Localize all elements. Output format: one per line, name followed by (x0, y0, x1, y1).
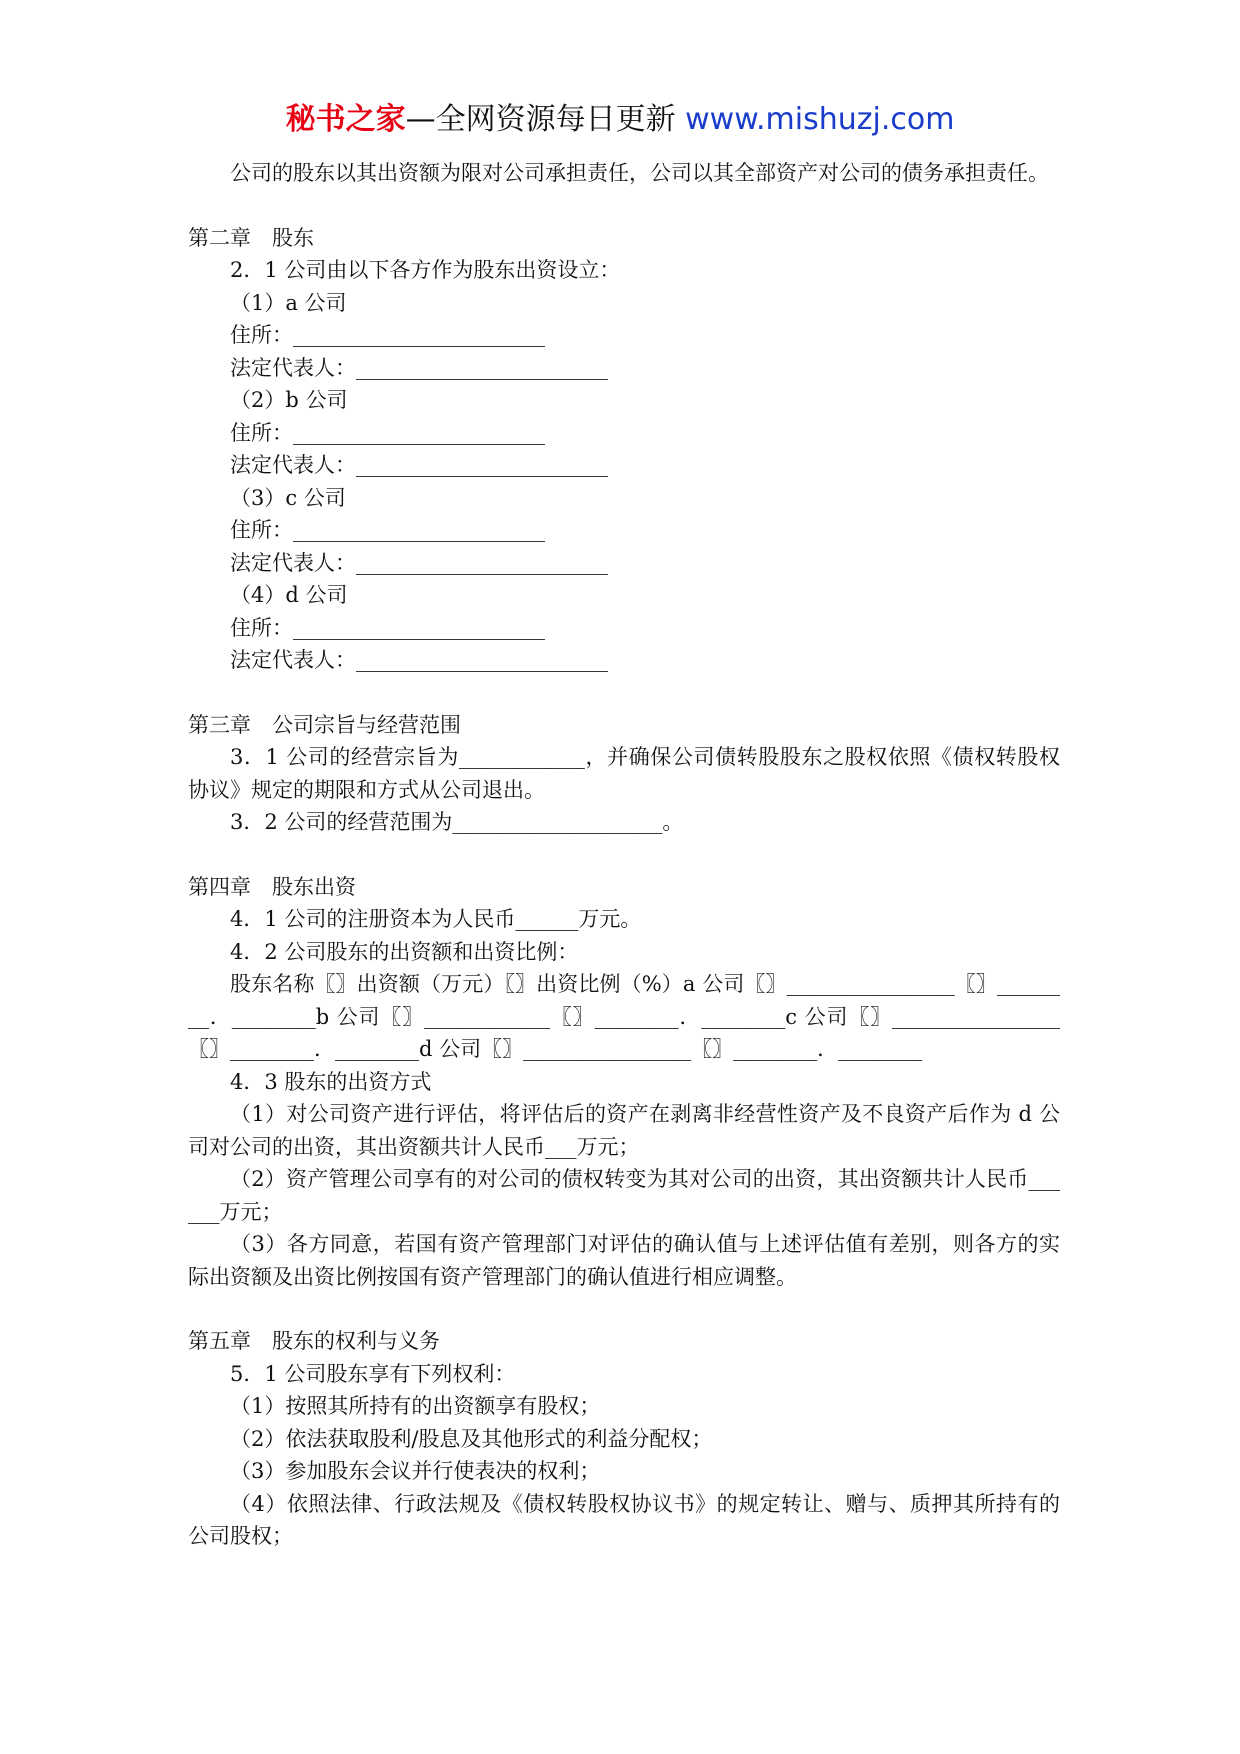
right-item-2: （2）依法获取股利/股息及其他形式的利益分配权； (230, 1426, 713, 1451)
chapter-4-title: 第四章 股东出资 (188, 874, 356, 899)
chapter-5-title: 第五章 股东的权利与义务 (188, 1329, 440, 1353)
party-b-address: 住所：________________________ (230, 420, 545, 445)
chapter-3-title: 第三章 公司宗旨与经营范围 (188, 712, 461, 737)
banner-brand: 秘书之家 (285, 102, 406, 137)
contribution-item-1: （1）对公司资产进行评估，将评估后的资产在剥离非经营性资产及不良资产后作为 d 公司对公司的出资，其出资额共计人民币___万元； (188, 1102, 1060, 1159)
contribution-item-3: （3）各方同意，若国有资产管理部门对评估的确认值与上述评估值有差别，则各方的实际出资额及出资比例按国有资产管理部门的确认值进行相应调整。 (188, 1232, 1060, 1289)
clause-4-3: 4．3 股东的出资方式 (230, 1069, 432, 1094)
right-item-4: （4）依照法律、行政法规及《债权转股权协议书》的规定转让、赠与、质押其所持有的公司股权； (188, 1491, 1060, 1548)
party-c-representative: 法定代表人：________________________ (230, 550, 608, 575)
clause-3-1: 3．1 公司的经营宗旨为____________，并确保公司债转股股东之股权依照《债权转股权协议》规定的期限和方式从公司退出。 (188, 745, 1060, 802)
intro-paragraph: 公司的股东以其出资额为限对公司承担责任，公司以其全部资产对公司的债务承担责任。 (230, 161, 1049, 185)
chapter-2-title: 第二章 股东 (188, 225, 314, 250)
party-a-address: 住所：________________________ (230, 323, 545, 347)
clause-5-1: 5．1 公司股东享有下列权利： (230, 1361, 516, 1386)
right-item-3: （3）参加股东会议并行使表决的权利； (230, 1459, 601, 1483)
clause-4-2: 4．2 公司股东的出资额和出资比例： (230, 939, 579, 964)
clause-3-2: 3．2 公司的经营范围为____________________。 (230, 810, 684, 834)
site-banner (0, 100, 1240, 140)
party-d-name: （4）d 公司 (230, 583, 348, 607)
document-body (188, 157, 1060, 1553)
right-item-1: （1）按照其所持有的出资额享有股权； (230, 1394, 601, 1418)
party-b-name: （2）b 公司 (230, 388, 348, 412)
party-b-representative: 法定代表人：________________________ (230, 453, 608, 477)
banner-tagline: —全网资源每日更新 (405, 102, 686, 137)
contribution-table-text: 股东名称〖〗出资额（万元）〖〗出资比例（%）a 公司〖〗________________〖〗________．________b 公司〖〗____________〖〗________．________c 公司〖〗________________〖〗________．________d 公司〖〗________________〖〗________．________ (188, 972, 1060, 1061)
clause-2-1: 2．1 公司由以下各方作为股东出资设立： (230, 258, 621, 282)
party-a-name: （1）a 公司 (230, 290, 347, 315)
party-c-name: （3）c 公司 (230, 485, 346, 510)
party-a-representative: 法定代表人：________________________ (230, 355, 608, 380)
party-d-representative: 法定代表人：________________________ (230, 648, 608, 672)
contribution-item-2: （2）资产管理公司享有的对公司的债权转变为其对公司的出资，其出资额共计人民币______万元； (188, 1167, 1060, 1224)
banner-url-link[interactable]: www.mishuzj.com (685, 102, 955, 137)
party-d-address: 住所：________________________ (230, 615, 545, 640)
party-c-address: 住所：________________________ (230, 518, 545, 542)
clause-4-1: 4．1 公司的注册资本为人民币______万元。 (230, 907, 642, 931)
